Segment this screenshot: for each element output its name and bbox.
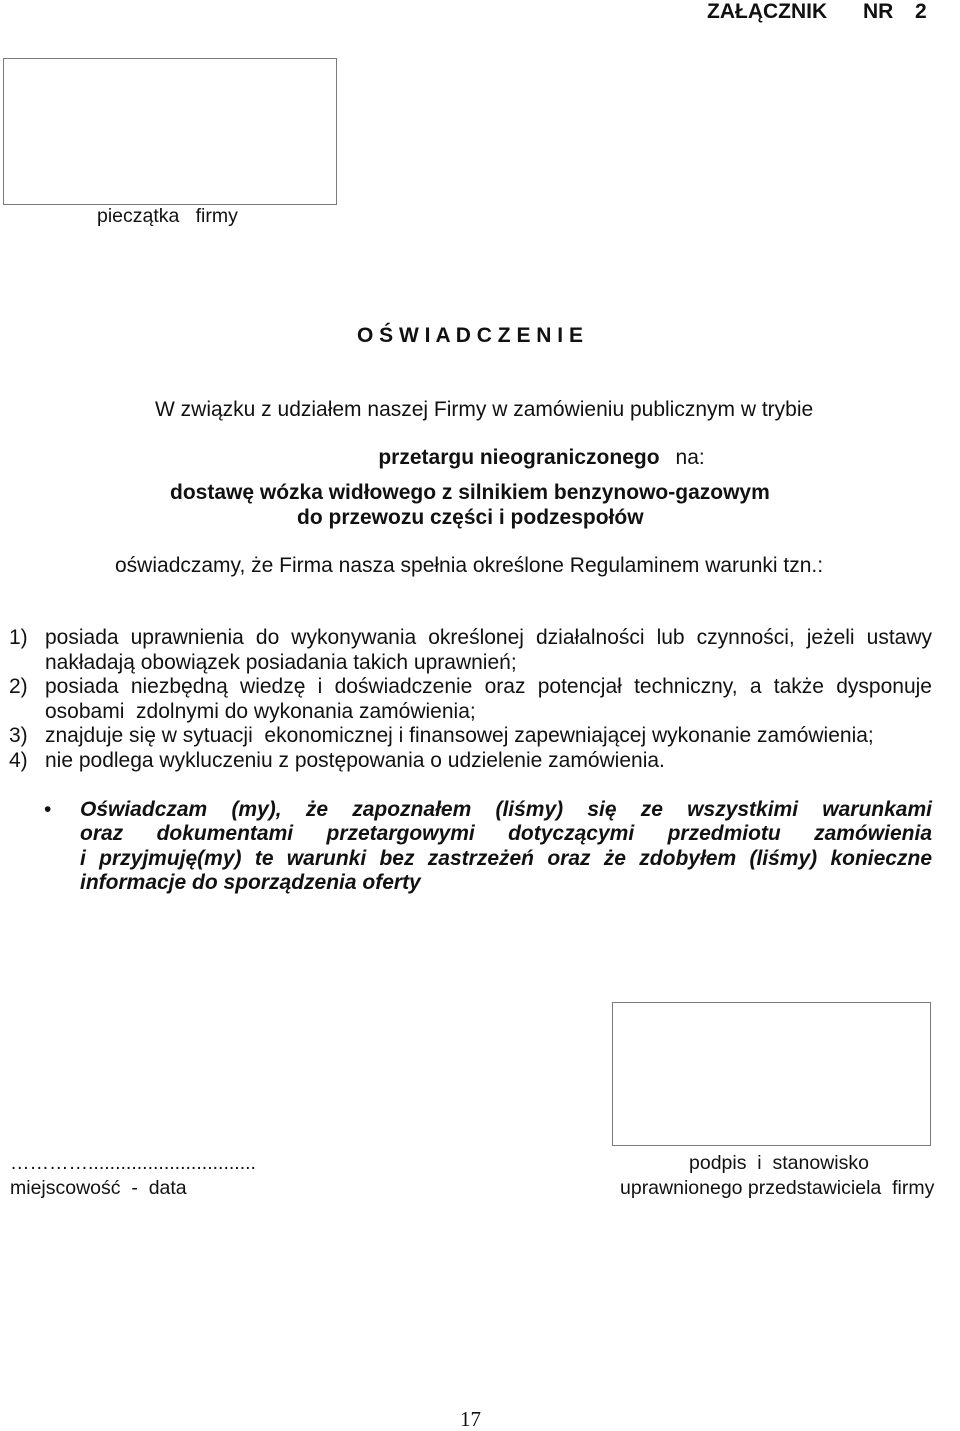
condition-2-line-2: osobami zdolnymi do wykonania zamówienia; xyxy=(45,699,476,723)
condition-number: 4) xyxy=(9,748,28,772)
subject-line-1: dostawę wózka widłowego z silnikiem benzynowo-gazowym xyxy=(170,481,770,504)
statement-line-1: Oświadczam (my), że zapoznałem (liśmy) się ze wszystkimi warunkami xyxy=(80,798,932,821)
condition-1-line-2: nakładają obowiązek posiadania takich uprawnień; xyxy=(45,650,517,674)
statement-line-4: informacje do sporządzenia oferty xyxy=(80,871,421,895)
signature-label-line-1: podpis i stanowisko xyxy=(689,1152,869,1174)
condition-item xyxy=(0,749,932,774)
procurement-mode-suffix: na: xyxy=(675,446,705,469)
condition-item xyxy=(0,626,932,675)
attachment-nr-label: NR xyxy=(863,0,894,23)
condition-4-line-1: nie podlega wykluczeniu z postępowania o udzielenie zamówienia. xyxy=(45,748,665,772)
statement-line-2: oraz dokumentami przetargowymi dotyczącymi przedmiotu zamówienia xyxy=(80,822,932,846)
declaration-intro: oświadczamy, że Firma nasza spełnia określone Regulaminem warunki tzn.: xyxy=(115,554,824,577)
statement-line-3: i przyjmuję(my) te warunki bez zastrzeżeń oraz że zdobyłem (liśmy) konieczne xyxy=(80,846,932,870)
conditions-list xyxy=(0,626,932,773)
signature-label-line-2: uprawnionego przedstawiciela firmy xyxy=(620,1177,935,1199)
condition-number: 1) xyxy=(9,626,28,649)
procurement-mode: przetargu nieograniczonego xyxy=(378,446,660,469)
signature-box xyxy=(612,1002,931,1146)
condition-3-line-1: znajduje się w sytuacji ekonomicznej i finansowej zapewniającej wykonanie zamówienia; xyxy=(45,724,874,747)
attachment-number: 2 xyxy=(915,0,927,23)
intro-line: W związku z udziałem naszej Firmy w zamówieniu publicznym w trybie xyxy=(155,398,814,421)
subject-line-2: do przewozu części i podzespołów xyxy=(297,506,644,529)
condition-2-line-1: posiada niezbędną wiedzę i doświadczenie oraz potencjał techniczny, a także dysponuje xyxy=(45,675,932,698)
company-stamp-label: pieczątka firmy xyxy=(97,205,238,227)
condition-item xyxy=(0,675,932,724)
attachment-label: ZAŁĄCZNIK xyxy=(707,0,828,23)
page-number: 17 xyxy=(460,1407,481,1431)
condition-number: 3) xyxy=(9,724,28,747)
company-stamp-box xyxy=(3,58,337,205)
place-date-label: miejscowość - data xyxy=(10,1177,187,1199)
condition-number: 2) xyxy=(9,675,28,698)
statement-paragraph xyxy=(0,798,932,896)
document-title: O Ś W I A D C Z E N I E xyxy=(357,324,583,347)
condition-item xyxy=(0,724,932,749)
place-date-dots: …………............................... xyxy=(10,1152,256,1174)
condition-1-line-1: posiada uprawnienia do wykonywania określonej działalności lub czynności, jeżeli ustawy xyxy=(45,626,932,649)
bullet-icon: • xyxy=(44,798,52,821)
